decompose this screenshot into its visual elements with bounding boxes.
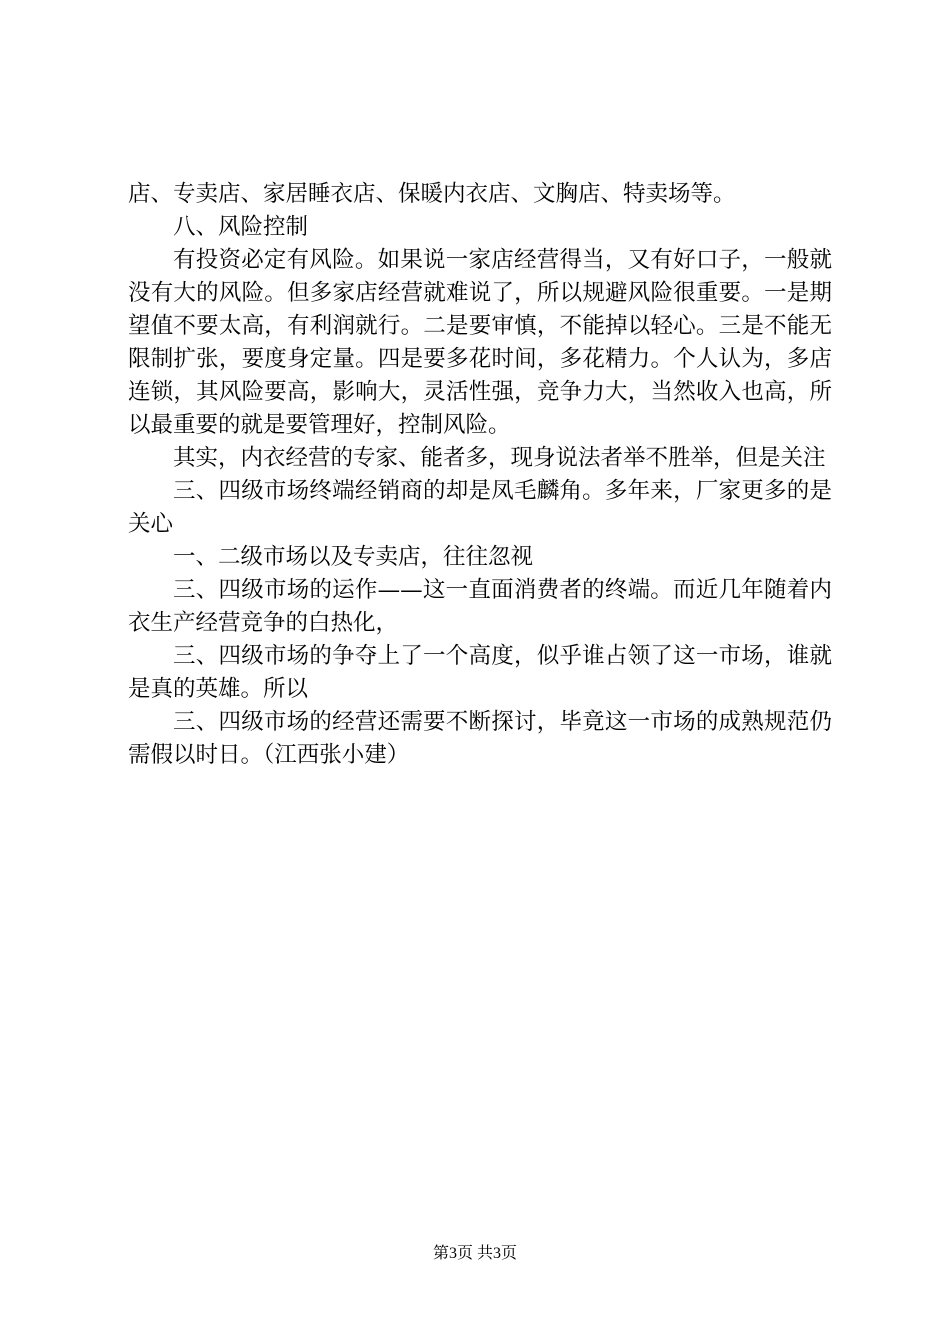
paragraph-conclusion: 三、四级市场的经营还需要不断探讨，毕竟这一市场的成熟规范仍需假以时日。（江西张小建） [128, 709, 832, 768]
paragraph-primary-markets: 一、二级市场以及专卖店，往往忽视 [173, 544, 534, 570]
paragraph-competition: 三、四级市场的争夺上了一个高度，似乎谁占领了这一市场，谁就是真的英雄。所以 [128, 643, 832, 702]
document-body [128, 178, 832, 772]
section-heading-risk-control: 八、风险控制 [173, 214, 309, 240]
paragraph-experts: 其实，内衣经营的专家、能者多，现身说法者举不胜举，但是关注 [173, 445, 826, 471]
paragraph-risk: 有投资必定有风险。如果说一家店经营得当，又有好口子，一般就没有大的风险。但多家店经营就难说了，所以规避风险很重要。一是期望值不要太高，有利润就行。二是要审慎，不能掉以轻心。三是不能无限制扩张，要度身定量。四是要多花时间，多花精力。个人认为，多店连锁，其风险要高，影响大，灵活性强，竞争力大，当然收入也高，所以最重要的就是要管理好，控制风险。 [128, 247, 832, 438]
page-footer: 第3页 共3页 [432, 1245, 517, 1262]
paragraph-dealers: 三、四级市场终端经销商的却是凤毛麟角。多年来，厂家更多的是关心 [128, 478, 832, 537]
paragraph-operation: 三、四级市场的运作——这一直面消费者的终端。而近几年随着内衣生产经营竞争的白热化， [128, 577, 832, 636]
paragraph-continuation: 店、专卖店、家居睡衣店、保暖内衣店、文胸店、特卖场等。 [128, 181, 736, 207]
